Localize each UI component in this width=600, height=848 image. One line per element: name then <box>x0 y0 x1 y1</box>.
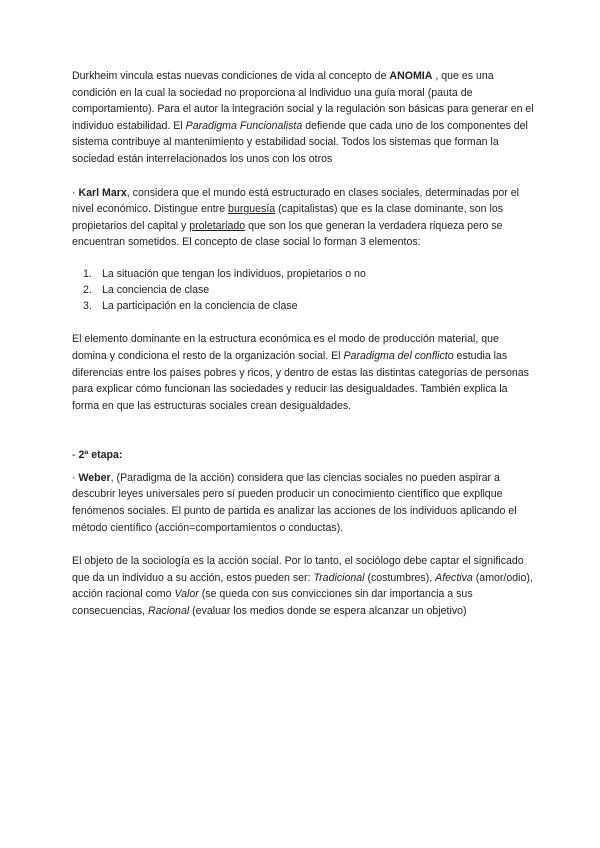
anomia-term: ANOMIA <box>389 70 433 82</box>
weber-name: Weber <box>78 471 111 484</box>
text-run: El elemento dominante en la estructura económica es el modo de producción material, que domina y condiciona el resto de la organización social. El <box>72 333 499 362</box>
stage-heading <box>72 447 534 464</box>
conflict-paragraph <box>72 331 534 414</box>
marx-paragraph <box>72 185 534 251</box>
list-number: 3. <box>83 299 92 312</box>
valor-term: Valor <box>174 588 199 601</box>
bullet-mark: · <box>72 186 79 199</box>
text-run: (se queda con sus convicciones sin dar importancia a sus consecuencias, <box>72 588 473 618</box>
text-run: , (Paradigma de la acción) considera que las ciencias sociales no pueden aspirar a descubrir leyes universales pero sí pueden producir un conocimiento científico que explique fenómenos sociales. El punto de partida es analizar las acciones de los individuos aplicando el método científico (acción=comportamientos o conductas). <box>72 471 517 534</box>
paradigma-conflicto-term: Paradigma del conflicto <box>343 349 454 362</box>
bullet-mark: · <box>72 471 79 484</box>
burguesia-term: burguesía <box>228 203 276 216</box>
list-item-text: La situación que tengan los individuos, propietarios o no <box>102 267 366 280</box>
list-item <box>72 267 534 283</box>
list-item-text: La conciencia de clase <box>102 283 210 296</box>
text-run: que son los que generan la verdadera riqueza pero se encuentran sometidos. El concepto de clase social lo forman 3 elementos: <box>72 219 503 249</box>
list-item <box>72 299 534 315</box>
list-number: 2. <box>83 283 92 296</box>
text-run: El objeto de la sociología es la acción social. Por lo tanto, el sociólogo debe captar el significado que da un individuo a su acción, estos pueden ser: <box>72 555 524 584</box>
text-run: estudia las diferencias entre los países pobres y ricos, y dentro de estas las distintas categorías de personas para explicar cómo funcionan las sociedades y reducir las desigualdades. También explica la forma en que las estructuras sociales crean desigualdades. <box>72 349 529 412</box>
racional-term: Racional <box>147 605 190 618</box>
text-run: defiende que cada uno de los componentes del sistema contribuye al mantenimiento y estabilidad social. Todos los sistemas que forman la sociedad están interrelacionados los unos con los otros <box>72 119 528 165</box>
afectiva-term: Afectiva <box>435 571 473 584</box>
document-page <box>72 68 534 620</box>
text-run: (evaluar los medios donde se espera alcanzar un objetivo) <box>189 605 467 618</box>
stage-prefix: - <box>72 449 79 462</box>
text-run: Durkheim vincula estas nuevas condiciones de vida al concepto de <box>72 70 390 82</box>
paradigma-funcionalista-term: Paradigma Funcionalista <box>185 119 303 132</box>
karl-marx-name: Karl Marx <box>78 186 127 199</box>
durkheim-paragraph <box>72 68 534 168</box>
text-run: , considera que el mundo está estructurado en clases sociales, determinadas por el nivel económico. Distingue entre <box>72 186 519 216</box>
text-run: , que es una condición en la cual la sociedad no proporciona al individuo una guía moral (pauta de comportamiento). Para el autor la integración social y la regulación son básicas para generar en el individuo estabilidad. El <box>72 70 534 132</box>
proletariado-term: proletariado <box>189 219 246 232</box>
text-run: (amor/odio), acción racional como <box>72 571 533 601</box>
stage-label: 2ª etapa: <box>78 449 123 462</box>
text-run: (capitalistas) que es la clase dominante, son los propietarios del capital y <box>72 203 504 232</box>
list-item <box>72 283 534 299</box>
text-run: (costumbres), <box>364 571 436 584</box>
tradicional-term: Tradicional <box>313 571 365 584</box>
weber-paragraph <box>72 470 534 536</box>
list-item-text: La participación en la conciencia de clase <box>102 299 298 312</box>
class-elements-list <box>72 267 534 314</box>
social-action-paragraph <box>72 553 534 619</box>
list-number: 1. <box>83 267 92 280</box>
